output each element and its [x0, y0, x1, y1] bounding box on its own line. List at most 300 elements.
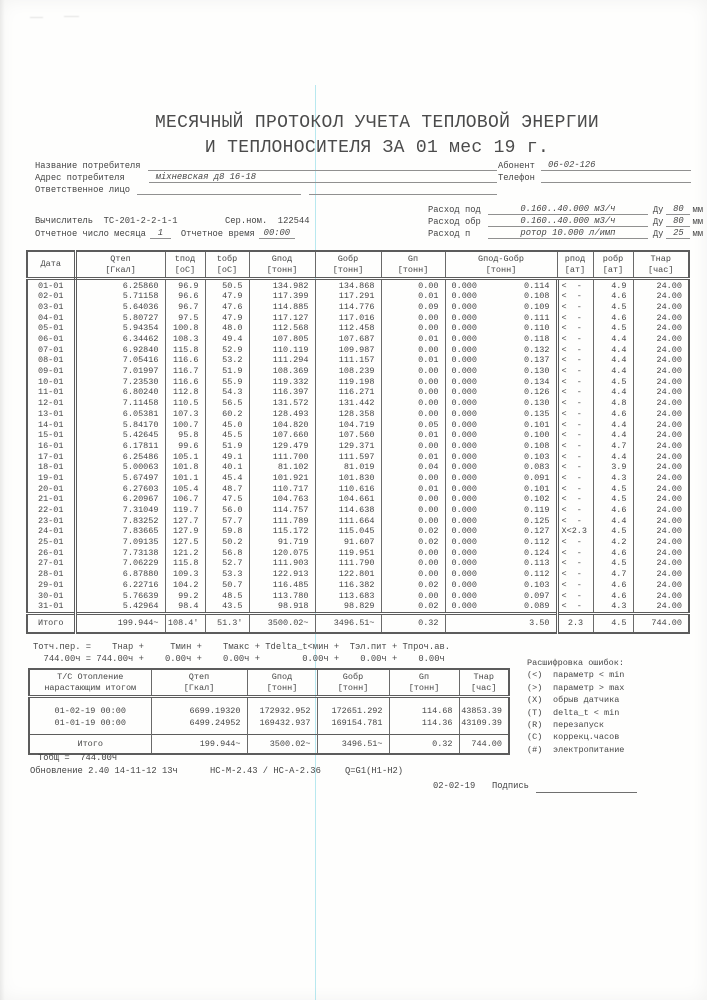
- serial-label: Сер.ном.: [225, 216, 268, 226]
- table-cell: 05-01: [27, 323, 75, 334]
- table-cell: 06-01: [27, 334, 75, 345]
- table-cell: 45.0: [205, 419, 249, 430]
- table-cell: 43.5: [205, 601, 249, 613]
- report-time-label: Отчетное время: [180, 229, 255, 239]
- table-cell: 5.42645: [75, 430, 165, 441]
- table-cell: 7.83665: [75, 526, 165, 537]
- table-cell: 0.00: [381, 441, 445, 452]
- legend-symbol: (<): [527, 670, 543, 681]
- legend-item: [527, 719, 624, 731]
- table-cell: 4.5: [593, 494, 633, 505]
- table-cell: 4.4: [593, 344, 633, 355]
- table-cell: 26-01: [27, 547, 75, 558]
- table-cell: 4.7: [593, 441, 633, 452]
- table-cell: 101.1: [165, 473, 205, 484]
- table-cell: 122.913: [249, 569, 315, 580]
- table-cell: 0.04: [381, 462, 445, 473]
- table-cell: 4.4: [593, 334, 633, 345]
- table-cell: 08-01: [27, 355, 75, 366]
- table-cell: X<2.3: [557, 526, 593, 537]
- table-cell-diff: 0.000 0.135: [445, 409, 557, 420]
- legend-text: параметр > max: [553, 682, 625, 693]
- table-cell: 100.7: [165, 419, 205, 430]
- error-legend-title: Расшифровка ошибок:: [527, 658, 624, 668]
- table-row: [27, 376, 689, 387]
- table-cell: 6.20967: [75, 494, 165, 505]
- table-cell: < -: [557, 398, 593, 409]
- table-cell: 4.6: [593, 291, 633, 302]
- table-cell: 02-01: [27, 291, 75, 302]
- table-cell: 111.664: [315, 515, 381, 526]
- table-cell: 24.00: [656, 376, 682, 387]
- table-cell: 6.34462: [75, 334, 165, 345]
- table-cell: 0.01: [381, 483, 445, 494]
- table-cell: 112.458: [315, 323, 381, 334]
- table-cell: 0.00: [381, 569, 445, 580]
- table-cell: 115.045: [315, 526, 381, 537]
- table-cell-diff: 0.000 0.114: [445, 279, 557, 291]
- column-header: tпод [оС]: [165, 251, 205, 279]
- table-cell: < -: [557, 387, 593, 398]
- table-cell: 117.127: [249, 312, 315, 323]
- flow-makeup-value: ротор 10.000 л/имп: [488, 228, 648, 239]
- table-cell: 24.00: [656, 483, 682, 494]
- table-cell: 24.00: [656, 387, 682, 398]
- table-cell: 7.06229: [75, 558, 165, 569]
- table-cell: 59.8: [205, 526, 249, 537]
- daily-table-body: [27, 279, 689, 613]
- table-cell: 99.6: [165, 441, 205, 452]
- column-header: Тнар [час]: [633, 251, 689, 279]
- table-cell: < -: [557, 451, 593, 462]
- table-cell: 0.00: [381, 344, 445, 355]
- table-cell: 127.5: [165, 537, 205, 548]
- table-cell: 6.25486: [75, 451, 165, 462]
- legend-text: электропитание: [553, 744, 625, 755]
- table-cell: 4.4: [593, 355, 633, 366]
- table-cell: 111.157: [315, 355, 381, 366]
- legend-symbol: (#): [527, 744, 543, 755]
- column-header: Qтеп [Гкал]: [151, 669, 247, 697]
- table-cell: 119.198: [315, 376, 381, 387]
- table-cell: 116.6: [165, 376, 205, 387]
- table-cell: 106.7: [165, 494, 205, 505]
- daily-table-header-row: [27, 251, 689, 279]
- table-row: [27, 462, 689, 473]
- table-cell: < -: [557, 302, 593, 313]
- table-cell-diff: 0.000 0.103: [445, 451, 557, 462]
- table-cell: 115.8: [165, 558, 205, 569]
- table-row: [27, 387, 689, 398]
- table-cell: 101.921: [249, 473, 315, 484]
- table-cell: < -: [557, 419, 593, 430]
- table-cell: < -: [557, 334, 593, 345]
- table-cell: 3500.02~: [249, 613, 315, 633]
- table-cell: 04-01: [27, 312, 75, 323]
- table-cell: 0.00: [381, 366, 445, 377]
- table-cell-diff: 0.000 0.118: [445, 334, 557, 345]
- column-header: Дата: [27, 251, 75, 279]
- table-cell: < -: [557, 441, 593, 452]
- table-cell: < -: [557, 494, 593, 505]
- mm-return-label: мм: [692, 217, 703, 227]
- table-cell: 169432.937: [247, 717, 317, 735]
- legend-text: обрыв датчика: [553, 695, 620, 706]
- table-cell-diff: 0.000 0.111: [445, 312, 557, 323]
- table-cell: 744.00: [459, 735, 509, 755]
- table-row: [27, 515, 689, 526]
- table-cell: 24-01: [27, 526, 75, 537]
- table-cell: 6.92840: [75, 344, 165, 355]
- table-row: [27, 526, 689, 537]
- column-header: Qтеп [Гкал]: [75, 251, 165, 279]
- table-cell: 6.27603: [75, 483, 165, 494]
- table-cell: 0.32: [381, 613, 445, 633]
- table-cell: 115.8: [165, 344, 205, 355]
- legend-item: [527, 731, 624, 743]
- legend-item: [527, 682, 624, 694]
- column-header: робр [ат]: [593, 251, 633, 279]
- table-cell-diff: 0.000 0.089: [445, 601, 557, 613]
- table-cell: 0.00: [381, 323, 445, 334]
- table-cell: 7.05416: [75, 355, 165, 366]
- table-row: [27, 537, 689, 548]
- table-cell: 24.00: [656, 515, 682, 526]
- table-cell: 45.5: [205, 430, 249, 441]
- table-cell: 27-01: [27, 558, 75, 569]
- table-cell: 24.00: [656, 440, 682, 451]
- table-cell: 104.763: [249, 494, 315, 505]
- table-cell: < -: [557, 558, 593, 569]
- table-row: [27, 441, 689, 452]
- address-line: [35, 172, 497, 183]
- table-cell: 4.5: [593, 483, 633, 494]
- table-row: [27, 430, 689, 441]
- table-cell: 5.94354: [75, 323, 165, 334]
- calculator-value: ТС-201-2-2-1-1: [103, 216, 178, 226]
- summary-table-body: [29, 697, 509, 735]
- table-cell: 30-01: [27, 590, 75, 601]
- table-cell: 116.382: [315, 580, 381, 591]
- table-cell: < -: [557, 279, 593, 291]
- daily-readings-table: [26, 250, 690, 634]
- table-cell: 114.638: [315, 505, 381, 516]
- table-cell: 134.982: [249, 279, 315, 291]
- table-cell: < -: [557, 366, 593, 377]
- table-cell: 172932.952: [247, 697, 317, 717]
- table-cell: 110.717: [249, 483, 315, 494]
- table-cell-diff: 0.000 0.112: [445, 569, 557, 580]
- table-cell-diff: 0.000 0.110: [445, 323, 557, 334]
- table-cell: 6699.19320: [151, 697, 247, 717]
- serial-line: [225, 216, 309, 226]
- table-cell: < -: [557, 547, 593, 558]
- table-cell: 24.00: [656, 537, 682, 548]
- table-cell: 7.73138: [75, 547, 165, 558]
- table-cell: 24.00: [656, 451, 682, 462]
- document-title-line1: МЕСЯЧНЫЙ ПРОТОКОЛ УЧЕТА ТЕПЛОВОЙ ЭНЕРГИИ: [154, 113, 600, 133]
- table-cell: 5.84170: [75, 419, 165, 430]
- table-cell: 5.00063: [75, 462, 165, 473]
- report-day-value: 1: [150, 228, 171, 239]
- flow-supply-line: [428, 204, 703, 215]
- table-cell: 14-01: [27, 419, 75, 430]
- table-cell-diff: 0.000 0.101: [445, 483, 557, 494]
- table-cell: 5.76639: [75, 590, 165, 601]
- table-cell: 108.369: [249, 366, 315, 377]
- responsible-value-underline2: [309, 184, 497, 195]
- table-cell: 109.987: [315, 344, 381, 355]
- table-cell: 5.67497: [75, 473, 165, 484]
- table-cell: 4.6: [593, 505, 633, 516]
- flow-makeup-label: Расход п: [428, 229, 471, 239]
- table-cell: < -: [557, 430, 593, 441]
- table-cell: 4.5: [593, 302, 633, 313]
- table-cell: 4.2: [593, 537, 633, 548]
- table-cell: 116.397: [249, 387, 315, 398]
- table-cell: 111.789: [249, 515, 315, 526]
- table-cell-diff: 0.000 0.134: [445, 376, 557, 387]
- scan-mark: [30, 17, 43, 23]
- table-cell: 0.00: [381, 505, 445, 516]
- document-title-line2: И ТЕПЛОНОСИТЕЛЯ ЗА 01 мес 19 г.: [204, 138, 550, 158]
- legend-symbol: (>): [527, 682, 543, 693]
- table-cell: 6.80240: [75, 387, 165, 398]
- table-cell: 19-01: [27, 473, 75, 484]
- summary-table-header-row: [29, 669, 509, 697]
- table-cell-diff: 0.000 0.109: [445, 302, 557, 313]
- table-cell: 119.7: [165, 505, 205, 516]
- table-cell: 23-01: [27, 515, 75, 526]
- table-row: [27, 451, 689, 462]
- table-cell-diff: 0.000 0.119: [445, 505, 557, 516]
- table-cell: 4.5: [593, 613, 633, 633]
- table-cell: 0.00: [381, 387, 445, 398]
- du-supply-value: 80: [666, 204, 690, 215]
- table-cell: 7.09135: [75, 537, 165, 548]
- table-cell: 131.572: [249, 398, 315, 409]
- table-cell: 4.4: [593, 451, 633, 462]
- table-cell: 0.02: [381, 526, 445, 537]
- table-cell: 25-01: [27, 537, 75, 548]
- table-row: [27, 398, 689, 409]
- table-cell: 0.00: [381, 473, 445, 484]
- table-cell-diff: 0.000 0.113: [445, 558, 557, 569]
- table-cell: 4.6: [593, 312, 633, 323]
- table-cell: Итого: [27, 613, 75, 633]
- table-cell: 96.7: [165, 302, 205, 313]
- table-cell: 17-01: [27, 451, 75, 462]
- table-cell-diff: 0.000 0.101: [445, 419, 557, 430]
- table-cell: 108.4': [165, 613, 205, 633]
- table-cell: 107.3: [165, 409, 205, 420]
- table-cell: 744.00: [633, 613, 689, 633]
- legend-item: [527, 744, 624, 756]
- table-cell: 0.02: [381, 601, 445, 613]
- table-cell: 24.00: [656, 558, 682, 569]
- table-cell: < -: [557, 344, 593, 355]
- table-cell: 7.31049: [75, 505, 165, 516]
- table-cell: 127.9: [165, 526, 205, 537]
- table-cell: 101.8: [165, 462, 205, 473]
- table-row: [27, 419, 689, 430]
- table-cell: 0.32: [389, 735, 459, 755]
- serial-value: 122544: [277, 216, 310, 226]
- table-cell: 0.00: [381, 409, 445, 420]
- table-cell: 169154.781: [317, 717, 389, 735]
- table-cell: 48.5: [205, 590, 249, 601]
- table-cell: 97.5: [165, 312, 205, 323]
- table-cell: 4.6: [593, 580, 633, 591]
- table-cell: 4.8: [593, 398, 633, 409]
- table-cell: 4.6: [593, 590, 633, 601]
- table-cell: 7.01997: [75, 366, 165, 377]
- legend-text: параметр < min: [553, 670, 625, 681]
- report-line: [35, 228, 295, 239]
- table-cell: < -: [557, 483, 593, 494]
- table-cell: < -: [557, 601, 593, 613]
- table-cell: < -: [557, 473, 593, 484]
- table-row: [27, 558, 689, 569]
- table-cell: 24.00: [656, 569, 682, 580]
- table-row: [27, 291, 689, 302]
- table-cell: 0.00: [381, 494, 445, 505]
- update-version-text: Обновление 2.40 14-11-12 13ч: [30, 766, 178, 776]
- table-cell: < -: [557, 505, 593, 516]
- table-cell: 98.829: [315, 601, 381, 613]
- table-cell: 24.00: [656, 430, 682, 441]
- table-row: [27, 323, 689, 334]
- table-cell: 95.8: [165, 430, 205, 441]
- table-cell: 120.075: [249, 547, 315, 558]
- table-cell: 01-01-19 00:00: [29, 717, 151, 735]
- table-cell-diff: 0.000 0.108: [445, 291, 557, 302]
- table-cell: 24.00: [656, 419, 682, 430]
- table-cell: < -: [557, 515, 593, 526]
- table-cell: 24.00: [656, 526, 682, 537]
- table-cell: 117.399: [249, 291, 315, 302]
- table-cell: 98.918: [249, 601, 315, 613]
- address-value: міхневская д8 16-18: [149, 172, 497, 183]
- error-legend-items: [527, 669, 624, 756]
- table-cell: 47.6: [205, 302, 249, 313]
- table-cell: 111.700: [249, 451, 315, 462]
- table-cell: 109.3: [165, 569, 205, 580]
- table-cell: 0.05: [381, 419, 445, 430]
- table-cell: Итого: [29, 735, 151, 755]
- table-cell: 22-01: [27, 505, 75, 516]
- table-cell: 114.776: [315, 302, 381, 313]
- table-row: [27, 355, 689, 366]
- table-cell: 2.3: [557, 613, 593, 633]
- daily-table-total-row: [27, 613, 689, 633]
- table-cell: 7.11458: [75, 398, 165, 409]
- table-cell: 03-01: [27, 302, 75, 313]
- table-cell: 104.2: [165, 580, 205, 591]
- table-cell: 49.1: [205, 451, 249, 462]
- flow-supply-value: 0.160..40.000 м3/ч: [488, 204, 648, 215]
- flow-return-value: 0.160..40.000 м3/ч: [488, 216, 648, 227]
- abonent-line: [498, 160, 691, 171]
- column-header: Т/С Отопление нарастающим итогом: [29, 669, 151, 697]
- table-row: [27, 279, 689, 291]
- signature-underline: [536, 780, 637, 793]
- mm-supply-label: мм: [692, 205, 703, 215]
- table-cell: 50.7: [205, 580, 249, 591]
- table-cell: 3.9: [593, 462, 633, 473]
- legend-item: [527, 694, 624, 706]
- table-cell: 91.607: [315, 537, 381, 548]
- table-cell: 24.00: [656, 355, 682, 366]
- table-cell: 52.9: [205, 344, 249, 355]
- du-return-label: Ду: [652, 217, 664, 227]
- table-cell: 24.00: [656, 408, 682, 419]
- table-cell: 5.42964: [75, 601, 165, 613]
- table-cell: 24.00: [656, 601, 682, 612]
- table-row: [27, 494, 689, 505]
- table-cell: 119.951: [315, 547, 381, 558]
- table-cell: 43109.39: [461, 718, 502, 728]
- table-row: [27, 344, 689, 355]
- table-cell: 49.4: [205, 334, 249, 345]
- cumulative-totals-table: [28, 668, 510, 755]
- legend-text: delta_t < min: [553, 707, 620, 718]
- table-cell: 4.3: [593, 473, 633, 484]
- table-cell: < -: [557, 355, 593, 366]
- table-cell: 4.5: [593, 376, 633, 387]
- table-cell-diff: 0.000 0.102: [445, 494, 557, 505]
- table-cell: 104.719: [315, 419, 381, 430]
- table-cell: 5.64036: [75, 302, 165, 313]
- table-cell: 43853.39: [461, 705, 502, 716]
- table-cell: 117.291: [315, 291, 381, 302]
- table-cell: 105.1: [165, 451, 205, 462]
- column-header: рпод [ат]: [557, 251, 593, 279]
- table-cell: 0.01: [381, 291, 445, 302]
- table-cell: 116.6: [165, 355, 205, 366]
- table-cell: 111.294: [249, 355, 315, 366]
- table-cell-diff: 0.000 0.100: [445, 430, 557, 441]
- table-cell: 111.597: [315, 451, 381, 462]
- phone-label: Телефон: [498, 173, 535, 183]
- table-cell-diff: 0.000 0.083: [445, 462, 557, 473]
- table-cell: 116.485: [249, 580, 315, 591]
- table-cell: 0.01: [381, 355, 445, 366]
- table-cell: < -: [557, 312, 593, 323]
- table-cell: 24.00: [656, 366, 682, 377]
- table-cell-diff: 0.000 0.137: [445, 355, 557, 366]
- table-cell: 98.4: [165, 601, 205, 613]
- table-cell: 104.820: [249, 419, 315, 430]
- table-cell: < -: [557, 590, 593, 601]
- table-cell: 24.00: [656, 312, 682, 323]
- table-cell: 24.00: [656, 462, 682, 473]
- table-cell: 0.01: [381, 451, 445, 462]
- consumer-name-line: [35, 160, 497, 171]
- table-cell-diff: 0.000 0.108: [445, 441, 557, 452]
- table-cell: 131.442: [315, 398, 381, 409]
- hours-formula-line1: Тотч.пер. = Тнар + Тмин + Тмакс + Tdelta_t<мин + Тэл.пит + Тпроч.ав.: [33, 642, 451, 652]
- legend-item: [527, 669, 624, 681]
- table-cell: 21-01: [27, 494, 75, 505]
- table-cell: 81.102: [249, 462, 315, 473]
- table-cell: 96.6: [165, 291, 205, 302]
- legend-symbol: (C): [527, 732, 543, 743]
- legend-symbol: (X): [527, 695, 543, 706]
- table-cell: 16-01: [27, 441, 75, 452]
- column-header: Gобр [тонн]: [317, 669, 389, 697]
- table-cell: 114.885: [249, 302, 315, 313]
